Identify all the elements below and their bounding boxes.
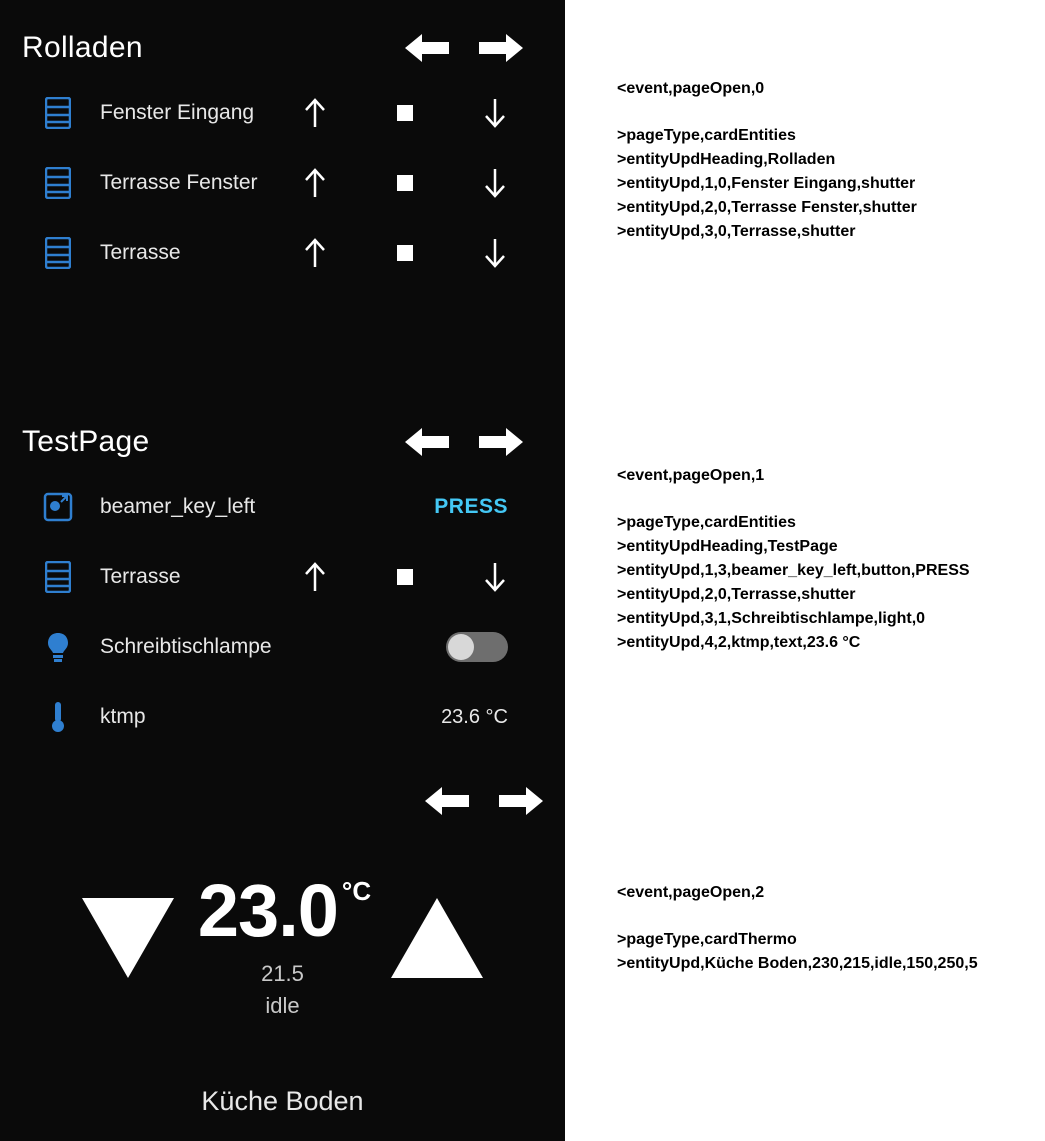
shutter-controls [295, 557, 543, 597]
shutter-up-button[interactable] [295, 557, 335, 597]
log-line: >entityUpd,3,0,Terrasse,shutter [617, 223, 856, 240]
list-item[interactable] [0, 472, 565, 542]
page-title: TestPage [22, 425, 150, 458]
list-item[interactable] [0, 218, 565, 288]
shutter-icon [38, 557, 78, 597]
next-page-button[interactable] [499, 784, 543, 818]
card-header [0, 412, 565, 472]
bulb-icon [38, 627, 78, 667]
list-item[interactable] [0, 612, 565, 682]
light-toggle[interactable] [446, 632, 508, 662]
shutter-stop-button[interactable] [385, 93, 425, 133]
list-item[interactable] [0, 542, 565, 612]
log-event-line: <event,pageOpen,0 [617, 80, 765, 97]
thermostat-body [0, 818, 565, 1048]
shutter-controls [295, 93, 543, 133]
shutter-up-button[interactable] [295, 233, 335, 273]
press-button[interactable]: PRESS [434, 495, 508, 518]
shutter-down-button[interactable] [475, 163, 515, 203]
nav-arrows [0, 770, 565, 818]
log-line: >entityUpd,2,0,Terrasse,shutter [617, 586, 856, 603]
previous-page-button[interactable] [425, 784, 469, 818]
entity-label: Schreibtischlampe [100, 635, 272, 658]
current-temperature: 23.0 [197, 869, 338, 952]
card-entities-rolladen [0, 18, 565, 288]
log-line: >entityUpd,3,1,Schreibtischlampe,light,0 [617, 610, 926, 627]
log-event-line: <event,pageOpen,1 [617, 467, 765, 484]
shutter-icon [38, 163, 78, 203]
log-line: >entityUpdHeading,Rolladen [617, 151, 836, 168]
previous-page-button[interactable] [405, 425, 449, 459]
entity-label: beamer_key_left [100, 495, 256, 518]
shutter-stop-button[interactable] [385, 163, 425, 203]
thermostat-name: Küche Boden [201, 1086, 364, 1116]
list-item [0, 682, 565, 752]
log-line: >pageType,cardThermo [617, 931, 797, 948]
log-line: >entityUpd,Küche Boden,230,215,idle,150,250,5 [617, 955, 978, 972]
log-line: >pageType,cardEntities [617, 514, 796, 531]
card-header [0, 18, 565, 78]
thermostat-readout [0, 868, 565, 1019]
temperature-unit: °C [341, 876, 372, 906]
shutter-icon [38, 233, 78, 273]
log-line: >entityUpd,1,3,beamer_key_left,button,PRESS [617, 562, 970, 579]
log-line: >entityUpd,4,2,ktmp,text,23.6 °C [617, 634, 861, 651]
log-line: >entityUpd,2,0,Terrasse Fenster,shutter [617, 199, 917, 216]
entity-label: Terrasse [100, 565, 181, 588]
shutter-stop-button[interactable] [385, 557, 425, 597]
next-page-button[interactable] [479, 425, 523, 459]
entity-label: Fenster Eingang [100, 101, 255, 124]
log-block [617, 467, 970, 655]
entity-label: Terrasse Fenster [100, 171, 258, 194]
log-line: >pageType,cardEntities [617, 127, 796, 144]
nav-arrows [405, 425, 543, 459]
shutter-up-button[interactable] [295, 163, 335, 203]
shutter-stop-button[interactable] [385, 233, 425, 273]
card-entities-testpage [0, 412, 565, 752]
log-block [617, 884, 978, 976]
serial-log-panel [565, 0, 1045, 1141]
log-line: >entityUpdHeading,TestPage [617, 538, 838, 555]
shutter-controls [295, 233, 543, 273]
shutter-up-button[interactable] [295, 93, 335, 133]
entity-value: 23.6 °C [441, 705, 508, 728]
entity-label: ktmp [100, 705, 146, 728]
thermometer-icon [38, 697, 78, 737]
shutter-down-button[interactable] [475, 233, 515, 273]
card-thermo [0, 770, 565, 1141]
status-badge: idle [265, 993, 300, 1018]
list-item[interactable] [0, 78, 565, 148]
toggle-knob [448, 634, 474, 660]
log-block [617, 80, 917, 244]
nav-arrows [405, 31, 543, 65]
log-event-line: <event,pageOpen,2 [617, 884, 765, 901]
button-icon [38, 487, 78, 527]
shutter-icon [38, 93, 78, 133]
previous-page-button[interactable] [405, 31, 449, 65]
entity-label: Terrasse [100, 241, 181, 264]
next-page-button[interactable] [479, 31, 523, 65]
page-title: Rolladen [22, 31, 143, 64]
target-temperature: 21.5 [261, 961, 304, 986]
shutter-down-button[interactable] [475, 93, 515, 133]
list-item[interactable] [0, 148, 565, 218]
shutter-controls [295, 163, 543, 203]
shutter-down-button[interactable] [475, 557, 515, 597]
log-line: >entityUpd,1,0,Fenster Eingang,shutter [617, 175, 916, 192]
